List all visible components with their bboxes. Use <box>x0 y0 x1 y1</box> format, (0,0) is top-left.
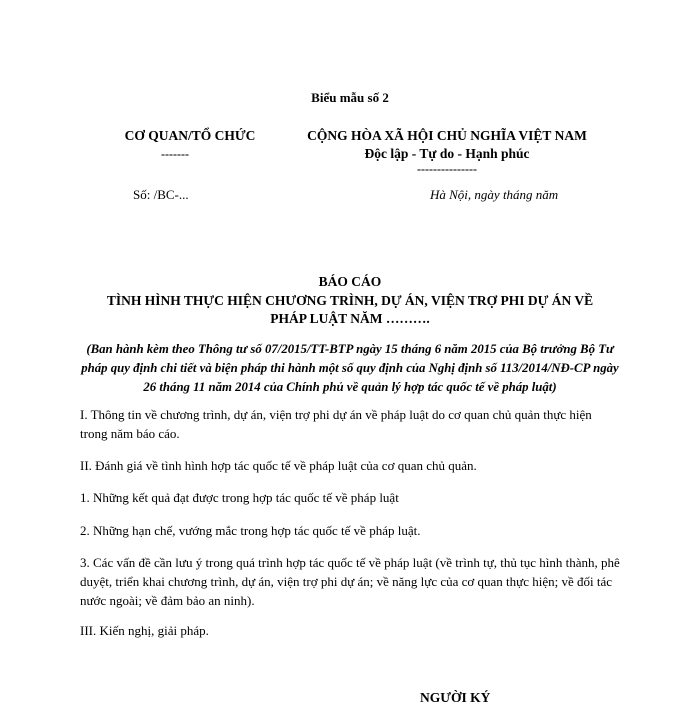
report-title: BÁO CÁO <box>318 274 382 289</box>
section-info: I. Thông tin về chương trình, dự án, viện trợ phi dự án về pháp luật do cơ quan chủ quản thực hiện trong năm báo cáo. <box>80 407 592 441</box>
section-recommendations: III. Kiến nghị, giải pháp. <box>80 623 209 638</box>
section-limitations: 2. Những hạn chế, vướng mắc trong hợp tác quốc tế về pháp luật. <box>80 523 421 538</box>
section-notes: 3. Các vấn đề cần lưu ý trong quá trình hợp tác quốc tế về pháp luật (về trình tự, thủ tục hình thành, phê duyệt, triển khai chương trình, dự án, viện trợ phi dự án; về năng lực của cơ quan thực hiện; về đối tác nước ngoài; về đảm bảo an ninh). <box>80 555 620 608</box>
issuance-note: (Ban hành kèm theo Thông tư số 07/2015/TT-BTP ngày 15 tháng 6 năm 2015 của Bộ trưởng Bộ Tư pháp quy định chi tiết và biện pháp thi hành một số quy định của Nghị định số 113/2014/NĐ-CP ngày 26 tháng 11 năm 2014 của Chính phủ về quản lý hợp tác quốc tế về pháp luật) <box>81 342 619 394</box>
signer-label: NGƯỜI KÝ <box>420 690 491 705</box>
place-date: Hà Nội, ngày tháng năm <box>430 187 559 202</box>
section-results: 1. Những kết quả đạt được trong hợp tác quốc tế về pháp luật <box>80 490 399 505</box>
form-label: Biểu mẫu số 2 <box>311 90 389 105</box>
report-subtitle: TÌNH HÌNH THỰC HIỆN CHƯƠNG TRÌNH, DỰ ÁN, VIỆN TRỢ PHI DỰ ÁN VỀ PHÁP LUẬT NĂM ………. <box>106 293 594 326</box>
motto: Độc lập - Tự do - Hạnh phúc <box>364 146 530 161</box>
organization-divider: ------- <box>161 147 189 161</box>
nation-title: CỘNG HÒA XÃ HỘI CHỦ NGHĨA VIỆT NAM <box>307 128 587 143</box>
section-assessment: II. Đánh giá về tình hình hợp tác quốc tế về pháp luật của cơ quan chủ quản. <box>80 458 477 473</box>
document-number: Số: /BC-... <box>133 187 189 202</box>
motto-divider: --------------- <box>417 162 477 176</box>
organization-name: CƠ QUAN/TỔ CHỨC <box>124 128 256 143</box>
